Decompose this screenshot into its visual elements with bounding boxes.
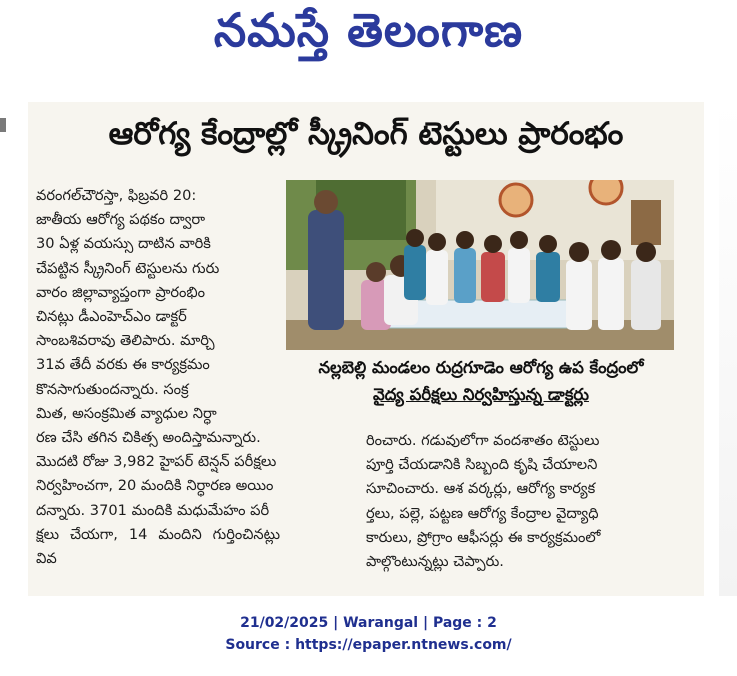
article-line: మిత, అసంక్రమిత వ్యాధుల నిర్ధా (36, 404, 217, 422)
article-line: జాతీయ ఆరోగ్య పథకం ద్వారా (36, 211, 206, 229)
article-line: 31వ తేదీ వరకు ఈ కార్యక్రమం (36, 356, 210, 374)
article-line: పాల్గొంటున్నట్లు చెప్పారు. (366, 553, 504, 571)
article-left-column (36, 184, 280, 571)
article-headline: ఆరోగ్య కేంద్రాల్లో స్క్రీనింగ్ టెస్టులు ప్రారంభం (108, 116, 624, 152)
page-edge-marker (0, 118, 6, 132)
health-camp-photo (286, 180, 674, 350)
article-line: వరంగల్‌చౌరస్తా, ఫిబ్రవరి 20: (36, 187, 197, 204)
article-line: కారులు, ప్రోగ్రాం ఆఫీసర్లు ఈ కార్యక్రమంలో (366, 528, 601, 546)
article-line: కొనసాగుతుందన్నారు. సంక్ర (36, 380, 189, 398)
article-line: దన్నారు. 3701 మందికి మధుమేహం పరీ (36, 501, 270, 519)
caption-line: నల్లబెల్లి మండలం రుద్రగూడెం ఆరోగ్య ఉప కేంద్రంలో (318, 358, 644, 377)
photo-caption (286, 354, 676, 412)
clipping-footer (0, 612, 737, 656)
article-line: చేపట్టిన స్క్రీనింగ్ టెస్టులను గురు (36, 259, 220, 277)
caption-line: వైద్య పరీక్షలు నిర్వహిస్తున్న డాక్టర్లు (373, 385, 589, 404)
article-line: వారం జిల్లావ్యాప్తంగా ప్రారంభిం (36, 283, 206, 301)
article-right-column (366, 429, 672, 574)
article-line: నిర్వహించగా, 20 మందికి నిర్ధారణ అయిం (36, 477, 274, 495)
article-line: సూచించారు. ఆశ వర్కర్లు, ఆరోగ్య కార్యక (366, 480, 596, 498)
article-line: రించారు. గడువులోగా వందశాతం టెస్టులు (366, 432, 600, 449)
footer-source-line: Source : https://epaper.ntnews.com/ (225, 637, 512, 653)
masthead (0, 0, 737, 72)
news-clipping (28, 102, 704, 596)
article-line: పూర్తి చేయడానికి సిబ్బంది కృషి చేయాలని (366, 456, 598, 474)
newspaper-title: నమస్తే తెలంగాణ (213, 3, 524, 57)
article-line: క్షలు చేయగా, 14 మందిని గుర్తించినట్లు వివ (36, 525, 280, 568)
footer-date-line: 21/02/2025 | Warangal | Page : 2 (240, 615, 497, 631)
article-line: రణ చేసి తగిన చికిత్స అందిస్తామన్నారు. (36, 429, 261, 447)
article-line: సాంబశివరావు తెలిపారు. మార్చి (36, 332, 215, 350)
article-photo (286, 180, 674, 350)
article-line: 30 ఏళ్ల వయస్సు దాటిన వారికి (36, 235, 211, 253)
article-line: మొదటి రోజు 3,982 హైపర్ టెన్షన్ పరీక్షలు (36, 453, 277, 471)
article-line: చినట్లు డీఎంహెచ్ఎం డాక్టర్ (36, 308, 187, 326)
adjacent-article-strip (719, 102, 737, 596)
article-line: ర్తలు, పల్లె, పట్టణ ఆరోగ్య కేంద్రాల వైద్యాధి (366, 504, 599, 522)
